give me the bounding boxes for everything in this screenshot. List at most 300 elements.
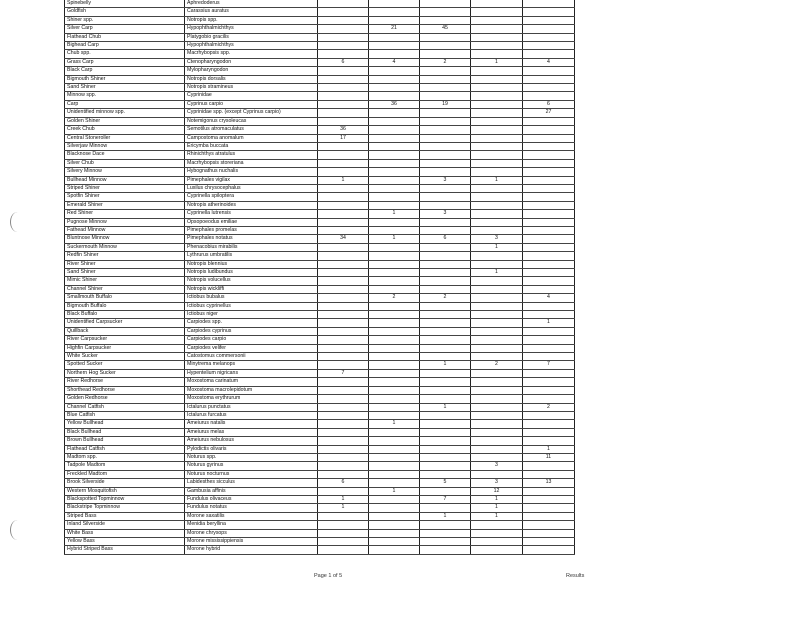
count-cell [523, 420, 575, 428]
table-row [65, 277, 575, 285]
count-cell [523, 369, 575, 377]
count-cell [369, 33, 420, 41]
count-cell [369, 218, 420, 226]
table-row [65, 50, 575, 58]
count-cell [369, 504, 420, 512]
count-cell [369, 395, 420, 403]
count-cell [369, 243, 420, 251]
scientific-name-cell: Labidesthes sicculus [185, 479, 318, 487]
count-cell [471, 403, 523, 411]
common-name-cell: Silvery Minnow [65, 168, 185, 176]
common-name-cell: Blue Catfish [65, 411, 185, 419]
table-row [65, 285, 575, 293]
common-name-cell: White Sucker [65, 353, 185, 361]
table-row [65, 42, 575, 50]
count-cell [369, 353, 420, 361]
count-cell [471, 25, 523, 33]
count-cell [471, 109, 523, 117]
scientific-name-cell: Rhinichthys atratulus [185, 151, 318, 159]
count-cell [523, 344, 575, 352]
scientific-name-cell: Cyprinidae [185, 92, 318, 100]
count-cell [420, 395, 471, 403]
common-name-cell: Bullhead Minnow [65, 176, 185, 184]
count-cell [471, 319, 523, 327]
count-cell: 1 [523, 445, 575, 453]
count-cell [420, 428, 471, 436]
count-cell [369, 369, 420, 377]
scientific-name-cell: Cyprinidae spp. (except Cyprinus carpio) [185, 109, 318, 117]
common-name-cell: Minnow spp. [65, 92, 185, 100]
count-cell [523, 75, 575, 83]
count-cell [369, 84, 420, 92]
count-cell: 12 [471, 487, 523, 495]
count-cell: 1 [369, 235, 420, 243]
count-cell [318, 151, 369, 159]
count-cell [523, 33, 575, 41]
common-name-cell: Madtom spp. [65, 453, 185, 461]
count-cell [369, 193, 420, 201]
count-cell [318, 294, 369, 302]
count-cell [523, 201, 575, 209]
count-cell [369, 378, 420, 386]
count-cell [318, 319, 369, 327]
count-cell [523, 235, 575, 243]
scientific-name-cell: Opsopoeodus emiliae [185, 218, 318, 226]
count-cell [369, 521, 420, 529]
scientific-name-cell: Ameiurus natalis [185, 420, 318, 428]
common-name-cell: Chub spp. [65, 50, 185, 58]
count-cell [471, 353, 523, 361]
count-cell: 1 [523, 319, 575, 327]
table-row [65, 269, 575, 277]
count-cell [369, 529, 420, 537]
scientific-name-cell: Pimephales promelas [185, 226, 318, 234]
count-cell [318, 437, 369, 445]
count-cell [318, 84, 369, 92]
count-cell [471, 100, 523, 108]
count-cell [523, 92, 575, 100]
count-cell [523, 168, 575, 176]
count-cell [471, 117, 523, 125]
scientific-name-cell: Lythrurus umbratilis [185, 252, 318, 260]
common-name-cell: Golden Redhorse [65, 395, 185, 403]
count-cell [369, 479, 420, 487]
scientific-name-cell: Carpiodes velifer [185, 344, 318, 352]
count-cell [318, 386, 369, 394]
scientific-name-cell: Pimephales notatus [185, 235, 318, 243]
count-cell [318, 109, 369, 117]
scientific-name-cell: Notemigonus crysoleucas [185, 117, 318, 125]
scientific-name-cell: Aphredoderus [185, 0, 318, 8]
count-cell [420, 546, 471, 554]
table-row [65, 117, 575, 125]
count-cell [471, 201, 523, 209]
count-cell [471, 260, 523, 268]
common-name-cell: Blacknose Dace [65, 151, 185, 159]
common-name-cell: Channel Catfish [65, 403, 185, 411]
count-cell [369, 16, 420, 24]
common-name-cell: Brown Bullhead [65, 437, 185, 445]
common-name-cell: White Bass [65, 529, 185, 537]
count-cell [318, 327, 369, 335]
count-cell [523, 269, 575, 277]
count-cell [369, 151, 420, 159]
scientific-name-cell: Fundulus notatus [185, 504, 318, 512]
common-name-cell: Highfin Carpsucker [65, 344, 185, 352]
count-cell [523, 546, 575, 554]
count-cell: 3 [471, 235, 523, 243]
table-row [65, 546, 575, 554]
scientific-name-cell: Ictiobus cyprinellus [185, 302, 318, 310]
count-cell [318, 184, 369, 192]
table-row [65, 294, 575, 302]
count-cell [471, 302, 523, 310]
count-cell [420, 0, 471, 8]
count-cell: 6 [318, 479, 369, 487]
table-row [65, 453, 575, 461]
count-cell [369, 75, 420, 83]
count-cell [369, 538, 420, 546]
count-cell [420, 538, 471, 546]
table-row [65, 159, 575, 167]
count-cell [471, 184, 523, 192]
scientific-name-cell: Fundulus olivaceus [185, 495, 318, 503]
count-cell [420, 378, 471, 386]
count-cell [523, 176, 575, 184]
common-name-cell: Bighead Carp [65, 42, 185, 50]
common-name-cell: Fathead Minnow [65, 226, 185, 234]
common-name-cell: River Redhorse [65, 378, 185, 386]
count-cell [420, 319, 471, 327]
count-cell [420, 134, 471, 142]
count-cell [318, 243, 369, 251]
table-row [65, 437, 575, 445]
count-cell [369, 0, 420, 8]
count-cell: 7 [318, 369, 369, 377]
count-cell [318, 336, 369, 344]
count-cell [471, 344, 523, 352]
count-cell [420, 117, 471, 125]
count-cell [318, 361, 369, 369]
count-cell [523, 117, 575, 125]
footer-label: Results [566, 573, 585, 579]
count-cell [369, 142, 420, 150]
count-cell [369, 428, 420, 436]
table-row [65, 395, 575, 403]
scientific-name-cell: Catostomus commersonii [185, 353, 318, 361]
count-cell [523, 50, 575, 58]
count-cell: 3 [420, 176, 471, 184]
count-cell [523, 285, 575, 293]
count-cell [369, 201, 420, 209]
count-cell [523, 16, 575, 24]
count-cell [369, 445, 420, 453]
count-cell [471, 327, 523, 335]
count-cell [471, 0, 523, 8]
count-cell: 6 [420, 235, 471, 243]
count-cell [471, 445, 523, 453]
count-cell [471, 75, 523, 83]
table-row [65, 521, 575, 529]
count-cell [420, 285, 471, 293]
table-row [65, 193, 575, 201]
count-cell [369, 411, 420, 419]
count-cell [318, 403, 369, 411]
common-name-cell: River Carpsucker [65, 336, 185, 344]
scientific-name-cell: Moxostoma erythrurum [185, 395, 318, 403]
table-row [65, 353, 575, 361]
count-cell [318, 0, 369, 8]
count-cell [318, 33, 369, 41]
count-cell [369, 311, 420, 319]
count-cell [471, 311, 523, 319]
table-row [65, 176, 575, 184]
count-cell [471, 159, 523, 167]
count-cell [523, 252, 575, 260]
count-cell [523, 151, 575, 159]
count-cell [523, 260, 575, 268]
table-row [65, 210, 575, 218]
count-cell: 45 [420, 25, 471, 33]
count-cell [420, 521, 471, 529]
binder-hole-top [10, 212, 25, 232]
scientific-name-cell: Notropis blennius [185, 260, 318, 268]
table-row [65, 16, 575, 24]
count-cell [471, 151, 523, 159]
scientific-name-cell: Moxostoma carinatum [185, 378, 318, 386]
count-cell [420, 252, 471, 260]
count-cell [523, 327, 575, 335]
common-name-cell: Striped Shiner [65, 184, 185, 192]
scientific-name-cell: Ictalurus punctatus [185, 403, 318, 411]
table-row [65, 361, 575, 369]
count-cell [420, 437, 471, 445]
count-cell [369, 252, 420, 260]
count-cell [369, 302, 420, 310]
count-cell [369, 92, 420, 100]
scientific-name-cell: Gambusia affinis [185, 487, 318, 495]
common-name-cell: Flathead Chub [65, 33, 185, 41]
count-cell [471, 134, 523, 142]
count-cell [318, 277, 369, 285]
common-name-cell: River Shiner [65, 260, 185, 268]
table-row [65, 504, 575, 512]
count-cell: 1 [471, 504, 523, 512]
count-cell [318, 50, 369, 58]
count-cell [369, 361, 420, 369]
scientific-name-cell: Cyprinus carpio [185, 100, 318, 108]
count-cell [369, 327, 420, 335]
scientific-name-cell: Ctenopharyngodon [185, 58, 318, 66]
count-cell [471, 411, 523, 419]
count-cell [471, 470, 523, 478]
table-row [65, 369, 575, 377]
count-cell [420, 142, 471, 150]
table-row [65, 411, 575, 419]
table-row [65, 84, 575, 92]
count-cell [369, 403, 420, 411]
count-cell: 19 [420, 100, 471, 108]
table-row [65, 142, 575, 150]
count-cell [471, 16, 523, 24]
count-cell [369, 184, 420, 192]
count-cell [318, 210, 369, 218]
count-cell [420, 344, 471, 352]
count-cell [420, 226, 471, 234]
count-cell [420, 159, 471, 167]
common-name-cell: Redfin Shiner [65, 252, 185, 260]
count-cell: 3 [420, 210, 471, 218]
table-row [65, 184, 575, 192]
table-row [65, 58, 575, 66]
count-cell [523, 504, 575, 512]
count-cell [471, 210, 523, 218]
count-cell [369, 285, 420, 293]
scientific-name-cell: Notropis dorsalis [185, 75, 318, 83]
scientific-name-cell: Noturus gyrinus [185, 462, 318, 470]
table-row [65, 8, 575, 16]
count-cell [471, 285, 523, 293]
count-cell: 1 [318, 495, 369, 503]
count-cell [523, 521, 575, 529]
scientific-name-cell: Carpiodes cyprinus [185, 327, 318, 335]
scientific-name-cell: Hypophthalmichthys [185, 25, 318, 33]
count-cell: 6 [523, 100, 575, 108]
count-cell: 4 [523, 58, 575, 66]
count-cell [420, 67, 471, 75]
count-cell [369, 453, 420, 461]
count-cell [318, 285, 369, 293]
table-row [65, 538, 575, 546]
count-cell [369, 512, 420, 520]
scientific-name-cell: Moxostoma macrolepidotum [185, 386, 318, 394]
count-cell [420, 243, 471, 251]
count-cell [471, 420, 523, 428]
count-cell [369, 269, 420, 277]
count-cell [318, 159, 369, 167]
count-cell [523, 495, 575, 503]
scientific-name-cell: Campostoma anomalum [185, 134, 318, 142]
count-cell [318, 445, 369, 453]
scientific-name-cell: Morone mississippiensis [185, 538, 318, 546]
count-cell: 6 [318, 58, 369, 66]
count-cell [318, 269, 369, 277]
count-cell [523, 336, 575, 344]
count-cell [318, 302, 369, 310]
count-cell [318, 16, 369, 24]
count-cell: 1 [471, 269, 523, 277]
scientific-name-cell: Carpiodes carpio [185, 336, 318, 344]
table-row [65, 226, 575, 234]
count-cell [318, 168, 369, 176]
table-row [65, 420, 575, 428]
count-cell [471, 252, 523, 260]
count-cell [369, 126, 420, 134]
common-name-cell: Blackstripe Topminnow [65, 504, 185, 512]
count-cell [523, 0, 575, 8]
table-row [65, 92, 575, 100]
count-cell: 3 [471, 462, 523, 470]
table-row [65, 168, 575, 176]
count-cell [369, 336, 420, 344]
common-name-cell: Silver Chub [65, 159, 185, 167]
count-cell [420, 445, 471, 453]
count-cell [318, 67, 369, 75]
count-cell [318, 75, 369, 83]
count-cell: 7 [420, 495, 471, 503]
table-row [65, 336, 575, 344]
scientific-name-cell: Cyprinella spiloptera [185, 193, 318, 201]
count-cell [523, 126, 575, 134]
count-cell [523, 67, 575, 75]
scientific-name-cell: Minytrema melanops [185, 361, 318, 369]
count-cell [369, 260, 420, 268]
count-cell: 1 [471, 243, 523, 251]
count-cell [420, 369, 471, 377]
count-cell [420, 50, 471, 58]
count-cell [420, 302, 471, 310]
table-row [65, 252, 575, 260]
count-cell [523, 210, 575, 218]
common-name-cell: Northern Hog Sucker [65, 369, 185, 377]
table-row [65, 109, 575, 117]
table-row [65, 344, 575, 352]
count-cell [369, 546, 420, 554]
common-name-cell: Pugnose Minnow [65, 218, 185, 226]
count-cell [420, 92, 471, 100]
count-cell [420, 151, 471, 159]
count-cell [369, 437, 420, 445]
count-cell [523, 25, 575, 33]
count-cell: 13 [523, 479, 575, 487]
table-row [65, 243, 575, 251]
common-name-cell: Goldfish [65, 8, 185, 16]
scientific-name-cell: Phenacobius mirabilis [185, 243, 318, 251]
count-cell [471, 226, 523, 234]
count-cell [420, 8, 471, 16]
scientific-name-cell: Menidia beryllina [185, 521, 318, 529]
common-name-cell: Freckled Madtom [65, 470, 185, 478]
common-name-cell: Black Carp [65, 67, 185, 75]
common-name-cell: Quillback [65, 327, 185, 335]
table-row [65, 218, 575, 226]
common-name-cell: Spotted Sucker [65, 361, 185, 369]
count-cell [369, 67, 420, 75]
scientific-name-cell: Ictiobus bubalus [185, 294, 318, 302]
count-cell [420, 277, 471, 285]
common-name-cell: Bigmouth Shiner [65, 75, 185, 83]
count-cell [523, 470, 575, 478]
count-cell [318, 521, 369, 529]
count-cell: 1 [471, 512, 523, 520]
scientific-name-cell: Noturus spp. [185, 453, 318, 461]
count-cell [369, 159, 420, 167]
common-name-cell: Silverjaw Minnow [65, 142, 185, 150]
count-cell [523, 529, 575, 537]
count-cell [318, 25, 369, 33]
count-cell [318, 462, 369, 470]
count-cell [318, 311, 369, 319]
scientific-name-cell: Ameiurus nebulosus [185, 437, 318, 445]
count-cell [420, 84, 471, 92]
count-cell [318, 100, 369, 108]
count-cell [420, 311, 471, 319]
count-cell [369, 344, 420, 352]
scientific-name-cell: Hypentelium nigricans [185, 369, 318, 377]
scientific-name-cell: Semotilus atromaculatus [185, 126, 318, 134]
scientific-name-cell: Morone hybrid [185, 546, 318, 554]
count-cell [471, 50, 523, 58]
